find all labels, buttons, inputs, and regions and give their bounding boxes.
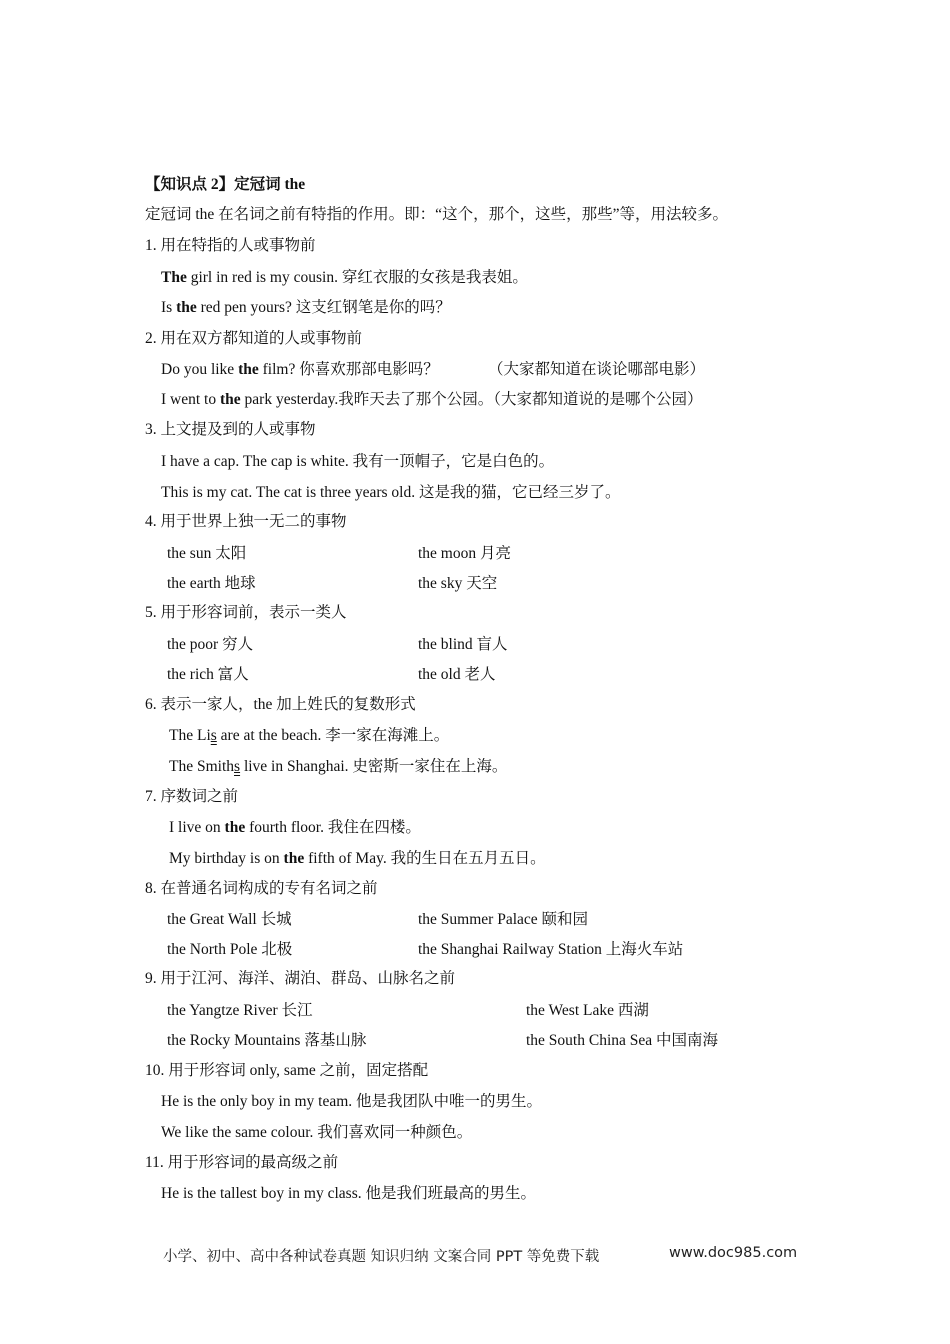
rule-3-example-2: This is my cat. The cat is three years old. 这是我的猫，它已经三岁了。 [161, 484, 621, 501]
rule-4-title: 4. 用于世界上独一无二的事物 [145, 513, 347, 530]
rule-5-title: 5. 用于形容词前，表示一类人 [145, 604, 347, 621]
rule-2-title: 2. 用在双方都知道的人或事物前 [145, 330, 363, 347]
rule-8-item: the North Pole 北极 [167, 941, 293, 958]
rule-6-example-2: The Smiths live in Shanghai. 史密斯一家住在上海。 [169, 758, 508, 775]
rule-5-item: the old 老人 [418, 666, 496, 683]
rule-4-item: the sun 太阳 [167, 545, 247, 562]
rule-4-item: the moon 月亮 [418, 545, 511, 562]
intro-paragraph: 定冠词 the 在名词之前有特指的作用。即：“这个，那个，这些，那些”等，用法较多。 [145, 206, 728, 223]
rule-1-title: 1. 用在特指的人或事物前 [145, 237, 316, 254]
rule-2-example-1-note: （大家都知道在谈论哪部电影） [488, 361, 706, 378]
rule-11-example-1: He is the tallest boy in my class. 他是我们班最高的男生。 [161, 1185, 536, 1202]
rule-9-item: the South China Sea 中国南海 [526, 1032, 719, 1049]
rule-9-item: the Yangtze River 长江 [167, 1002, 313, 1019]
rule-4-item: the sky 天空 [418, 575, 498, 592]
rule-1-example-2: Is the red pen yours? 这支红钢笔是你的吗？ [161, 299, 451, 316]
rule-8-title: 8. 在普通名词构成的专有名词之前 [145, 880, 378, 897]
rule-8-item: the Summer Palace 颐和园 [418, 911, 589, 928]
rule-2-example-2: I went to the park yesterday.我昨天去了那个公园。（大家都知道说的是哪个公园） [161, 391, 703, 408]
rule-7-example-1: I live on the fourth floor. 我住在四楼。 [169, 819, 421, 836]
footer-url[interactable]: www.doc985.com [669, 1245, 798, 1261]
rule-10-example-1: He is the only boy in my team. 他是我团队中唯一的男生。 [161, 1093, 543, 1110]
rule-10-example-2: We like the same colour. 我们喜欢同一种颜色。 [161, 1124, 473, 1141]
rule-6-example-1: The Lis are at the beach. 李一家在海滩上。 [169, 727, 450, 744]
rule-3-example-1: I have a cap. The cap is white. 我有一顶帽子，它是白色的。 [161, 453, 555, 470]
section-heading: 【知识点 2】定冠词 the [145, 176, 306, 193]
rule-10-title: 10. 用于形容词 only, same 之前，固定搭配 [145, 1062, 429, 1079]
rule-3-title: 3. 上文提及到的人或事物 [145, 421, 316, 438]
rule-9-title: 9. 用于江河、海洋、湖泊、群岛、山脉名之前 [145, 970, 456, 987]
rule-6-title: 6. 表示一家人，the 加上姓氏的复数形式 [145, 696, 416, 713]
rule-9-item: the West Lake 西湖 [526, 1002, 649, 1019]
rule-8-item: the Great Wall 长城 [167, 911, 292, 928]
footer-text: 小学、初中、高中各种试卷真题 知识归纳 文案合同 PPT 等免费下载 [163, 1249, 600, 1265]
rule-2-example-1: Do you like the film? 你喜欢那部电影吗？ [161, 361, 439, 378]
rule-7-example-2: My birthday is on the fifth of May. 我的生日在五月五日。 [169, 850, 546, 867]
page-footer [163, 1245, 803, 1266]
rule-5-item: the poor 穷人 [167, 636, 254, 653]
rule-8-item: the Shanghai Railway Station 上海火车站 [418, 941, 684, 958]
rule-9-item: the Rocky Mountains 落基山脉 [167, 1032, 367, 1049]
rule-5-item: the blind 盲人 [418, 636, 508, 653]
rule-5-item: the rich 富人 [167, 666, 249, 683]
rule-11-title: 11. 用于形容词的最高级之前 [145, 1154, 339, 1171]
rule-7-title: 7. 序数词之前 [145, 788, 239, 805]
rule-4-item: the earth 地球 [167, 575, 256, 592]
rule-1-example-1: The girl in red is my cousin. 穿红衣服的女孩是我表姐。 [161, 269, 528, 286]
